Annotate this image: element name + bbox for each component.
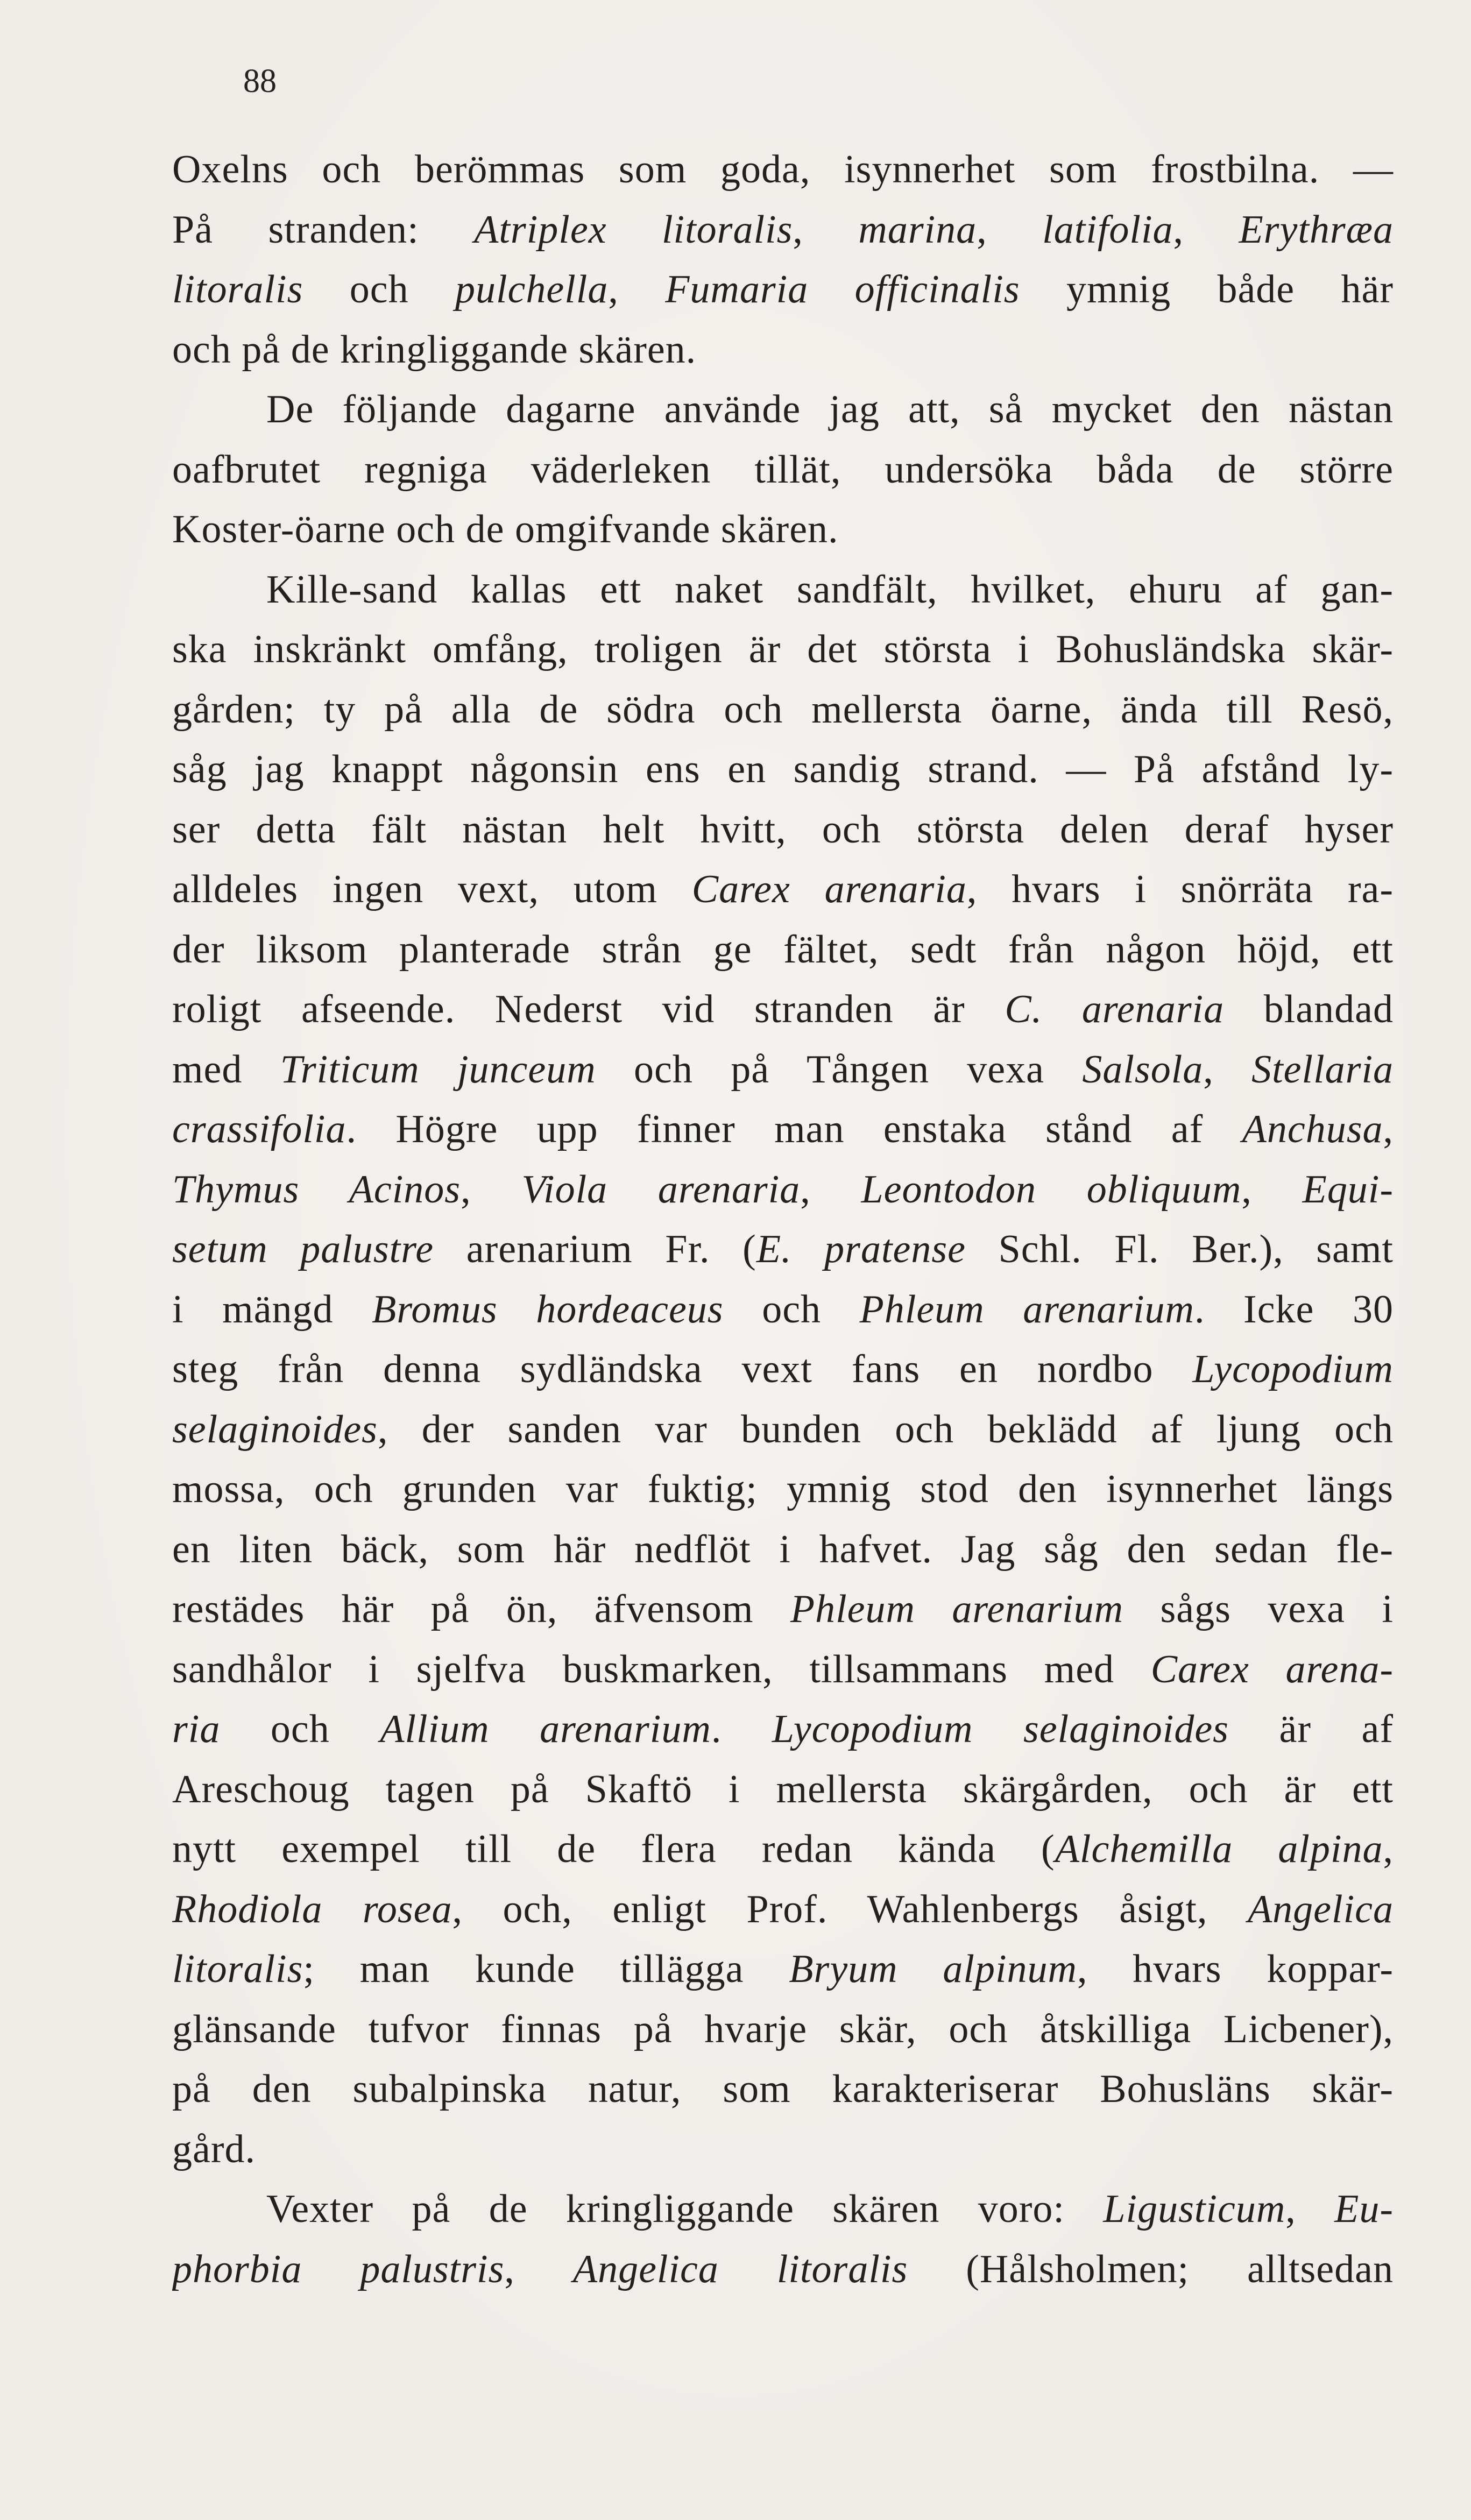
species-name: Thymus Acinos: [172, 1167, 461, 1212]
text-run: restädes här på ön, äfvensom: [172, 1587, 790, 1631]
species-name: Bromus hordeaceus: [372, 1287, 724, 1332]
species-name: ria: [172, 1707, 221, 1751]
text-line: [172, 1640, 1394, 1700]
text-run: Vexter på de kringliggande skären voro:: [266, 2187, 1104, 2231]
text-run: der liksom planterade strån ge fältet, sedt från någon höjd, ett: [172, 927, 1394, 972]
text-run: Kille-sand kallas ett naket sandfält, hvilket, ehuru af gan-: [266, 567, 1394, 612]
text-line: [172, 1100, 1394, 1160]
text-run: Schl. Fl. Ber.), samt: [966, 1227, 1394, 1271]
species-name: Carex arenaria: [691, 867, 967, 911]
species-name: setum palustre: [172, 1227, 434, 1271]
species-name: Angelica: [1247, 1887, 1394, 1931]
text-run: .: [711, 1707, 772, 1751]
species-name: Anchusa: [1242, 1107, 1383, 1151]
text-line: [172, 800, 1394, 860]
species-name: Angelica litoralis: [572, 2247, 908, 2291]
text-line: [172, 500, 1394, 560]
species-name: Fumaria officinalis: [665, 267, 1020, 312]
text-run: är af: [1228, 1707, 1394, 1751]
text-run: alldeles ingen vext, utom: [172, 867, 692, 911]
text-line: [172, 2120, 1394, 2180]
species-name: Phleum arenarium: [790, 1587, 1124, 1631]
text-run: . Icke 30: [1194, 1287, 1394, 1332]
text-run: ,: [504, 2247, 573, 2291]
text-run: ,: [1383, 1107, 1394, 1151]
text-run: gård.: [172, 2127, 256, 2171]
text-line: [172, 1400, 1394, 1460]
species-name: Phleum arenarium: [859, 1287, 1194, 1332]
text-run: i mängd: [172, 1287, 372, 1332]
text-run: och på de kringliggande skären.: [172, 327, 697, 372]
text-run: ,: [608, 267, 666, 312]
text-line: [172, 260, 1394, 320]
text-run: oafbrutet regniga väderleken tillät, undersöka båda de större: [172, 447, 1394, 492]
species-name: crassifolia: [172, 1107, 346, 1151]
text-line: [172, 1820, 1394, 1880]
species-name: Lycopodium: [1192, 1347, 1394, 1391]
species-name: Stellaria: [1251, 1047, 1394, 1092]
text-line: [172, 1520, 1394, 1580]
text-run: och: [303, 267, 455, 312]
text-run: på den subalpinska natur, som karakteriserar Bohusläns skär-: [172, 2067, 1394, 2111]
text-run: ,: [1241, 1167, 1303, 1212]
text-run: ; man kunde tillägga: [303, 1947, 789, 1991]
text-run: ,: [1285, 2187, 1335, 2231]
text-line: [172, 560, 1394, 620]
text-line: [172, 2059, 1394, 2120]
text-run: och: [723, 1287, 860, 1332]
species-name: Eu-: [1334, 2187, 1394, 2231]
text-run: såg jag knappt någonsin ens en sandig strand. — På afstånd ly-: [172, 747, 1394, 791]
species-name: latifolia: [1042, 207, 1173, 252]
species-name: Carex arena-: [1150, 1647, 1394, 1691]
body-text: [172, 140, 1394, 2299]
species-name: Rhodiola rosea: [172, 1887, 452, 1931]
text-run: ,: [1173, 207, 1239, 252]
text-run: ymnig både här: [1020, 267, 1394, 312]
text-line: [172, 140, 1394, 200]
text-line: [172, 1760, 1394, 1820]
text-line: [172, 320, 1394, 380]
text-run: ,: [800, 1167, 861, 1212]
text-line: [172, 860, 1394, 920]
text-line: [172, 2179, 1394, 2240]
text-run: blandad: [1224, 987, 1394, 1031]
species-name: Lycopodium selaginoides: [772, 1707, 1229, 1751]
text-line: [172, 440, 1394, 500]
text-run: glänsande tufvor finnas på hvarje skär, och åtskilliga Licbener),: [172, 2007, 1394, 2051]
species-name: Ligusticum: [1103, 2187, 1286, 2231]
species-name: Triticum junceum: [280, 1047, 596, 1092]
species-name: C. arenaria: [1005, 987, 1225, 1031]
text-line: [172, 380, 1394, 440]
text-line: [172, 1160, 1394, 1220]
text-line: [172, 1340, 1394, 1400]
species-name: Erythræa: [1239, 207, 1394, 252]
text-line: [172, 1939, 1394, 2000]
text-line: [172, 1460, 1394, 1520]
species-name: Allium arenarium: [380, 1707, 711, 1751]
page-number: 88: [243, 63, 277, 100]
species-name: Bryum alpinum: [789, 1947, 1077, 1991]
text-line: [172, 200, 1394, 260]
text-run: ska inskränkt omfång, troligen är det största i Bohusländska skär-: [172, 627, 1394, 671]
text-run: . Högre upp finner man enstaka stånd af: [346, 1107, 1242, 1151]
text-line: [172, 980, 1394, 1040]
text-line: [172, 620, 1394, 680]
species-name: Equi-: [1302, 1167, 1394, 1212]
text-run: , hvars koppar-: [1077, 1947, 1394, 1991]
text-line: [172, 1880, 1394, 1940]
text-run: roligt afseende. Nederst vid stranden är: [172, 987, 1005, 1031]
text-run: arenarium Fr. (: [434, 1227, 756, 1271]
species-name: Alchemilla alpina: [1055, 1827, 1383, 1871]
text-run: ,: [1383, 1827, 1394, 1871]
text-run: , hvars i snörräta ra-: [966, 867, 1394, 911]
species-name: litoralis: [172, 267, 303, 312]
text-run: De följande dagarne använde jag att, så mycket den nästan: [266, 387, 1394, 431]
species-name: Salsola: [1082, 1047, 1204, 1092]
species-name: phorbia palustris: [172, 2247, 505, 2291]
text-run: och på Tången vexa: [596, 1047, 1083, 1092]
text-run: ser detta fält nästan helt hvitt, och största delen deraf hyser: [172, 807, 1394, 852]
text-run: gården; ty på alla de södra och mellersta öarne, ända till Resö,: [172, 687, 1394, 732]
text-run: ,: [1203, 1047, 1252, 1092]
text-line: [172, 1220, 1394, 1280]
text-run: sandhålor i sjelfva buskmarken, tillsammans med: [172, 1647, 1151, 1691]
text-line: [172, 1580, 1394, 1640]
text-run: nytt exempel till de flera redan kända (: [172, 1827, 1055, 1871]
species-name: Leontodon obliquum: [861, 1167, 1242, 1212]
species-name: E. pratense: [756, 1227, 966, 1271]
text-run: På stranden:: [172, 207, 475, 252]
text-run: med: [172, 1047, 280, 1092]
text-run: ,: [793, 207, 859, 252]
text-run: en liten bäck, som här nedflöt i hafvet. Jag såg den sedan fle-: [172, 1527, 1394, 1572]
text-line: [172, 920, 1394, 980]
text-run: ,: [461, 1167, 522, 1212]
text-line: [172, 1040, 1394, 1100]
text-run: Oxelns och berömmas som goda, isynnerhet som frostbilna. —: [172, 147, 1394, 192]
text-run: , der sanden var bunden och beklädd af ljung och: [377, 1407, 1394, 1452]
text-run: och: [220, 1707, 380, 1751]
text-line: [172, 1700, 1394, 1760]
text-run: Koster-öarne och de omgifvande skären.: [172, 507, 839, 551]
text-run: mossa, och grunden var fuktig; ymnig stod den isynnerhet längs: [172, 1467, 1394, 1511]
text-run: ,: [977, 207, 1043, 252]
text-run: sågs vexa i: [1123, 1587, 1394, 1631]
text-run: steg från denna sydländska vext fans en nordbo: [172, 1347, 1193, 1391]
species-name: litoralis: [172, 1947, 303, 1991]
species-name: selaginoides: [172, 1407, 378, 1452]
species-name: Atriplex litoralis: [474, 207, 793, 252]
text-run: Areschoug tagen på Skaftö i mellersta skärgården, och är ett: [172, 1767, 1394, 1811]
text-line: [172, 680, 1394, 740]
text-run: , och, enligt Prof. Wahlenbergs åsigt,: [452, 1887, 1248, 1931]
species-name: Viola arenaria: [521, 1167, 801, 1212]
text-line: [172, 740, 1394, 800]
species-name: marina: [858, 207, 977, 252]
text-line: [172, 1280, 1394, 1340]
species-name: pulchella: [455, 267, 609, 312]
text-run: (Hålsholmen; alltsedan: [908, 2247, 1394, 2291]
text-line: [172, 2240, 1394, 2300]
text-line: [172, 2000, 1394, 2060]
